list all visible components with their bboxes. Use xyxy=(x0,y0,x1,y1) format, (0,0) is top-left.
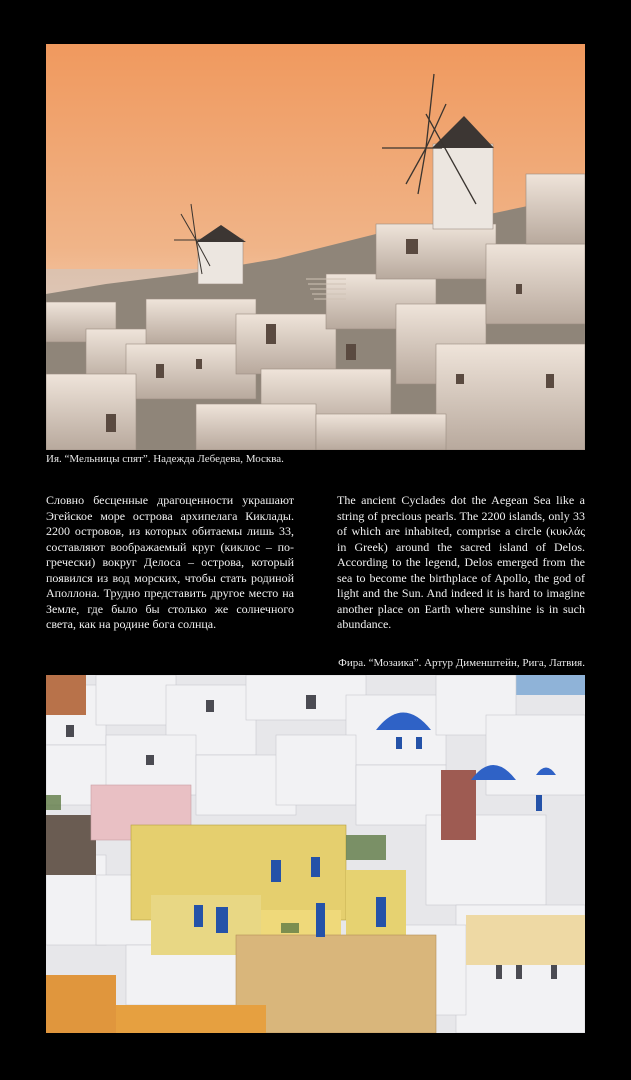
mosaic-photo xyxy=(46,675,585,1033)
windmills-photo xyxy=(46,44,585,450)
mosaic-illustration xyxy=(46,675,585,1033)
top-photo-caption: Ия. “Мельницы спят”. Надежда Лебедева, Москва. xyxy=(46,453,284,465)
russian-text: Словно бесценные драгоценности украшают Эгейское море острова архипелага Киклады. 2200 островов, из которых обитаемы лишь 33, составляют воображаемый круг (киклос – по-гречески) вокруг Делоса – острова, который появился из вод морских, чтобы стать родиной Аполлона. Трудно представить другое место на Земле, где было бы столько же солнечного света, как на родине бога солнца. xyxy=(46,493,294,631)
english-text: The ancient Cyclades dot the Aegean Sea like a string of precious pearls. The 2200 islands, only 33 of which are inhabited, comprise a circle (κυκλάς in Greek) around the sacred island of Delos. According to the legend, Delos emerged from the sea to become the birthplace of Apollo, the god of light and the Sun. And indeed it is hard to imagine another place on Earth where sunshine is in such abundance. xyxy=(337,493,585,631)
bottom-photo-caption: Фира. “Мозаика”. Артур Дименштейн, Рига, Латвия. xyxy=(338,657,585,669)
windmills-illustration xyxy=(46,44,585,450)
